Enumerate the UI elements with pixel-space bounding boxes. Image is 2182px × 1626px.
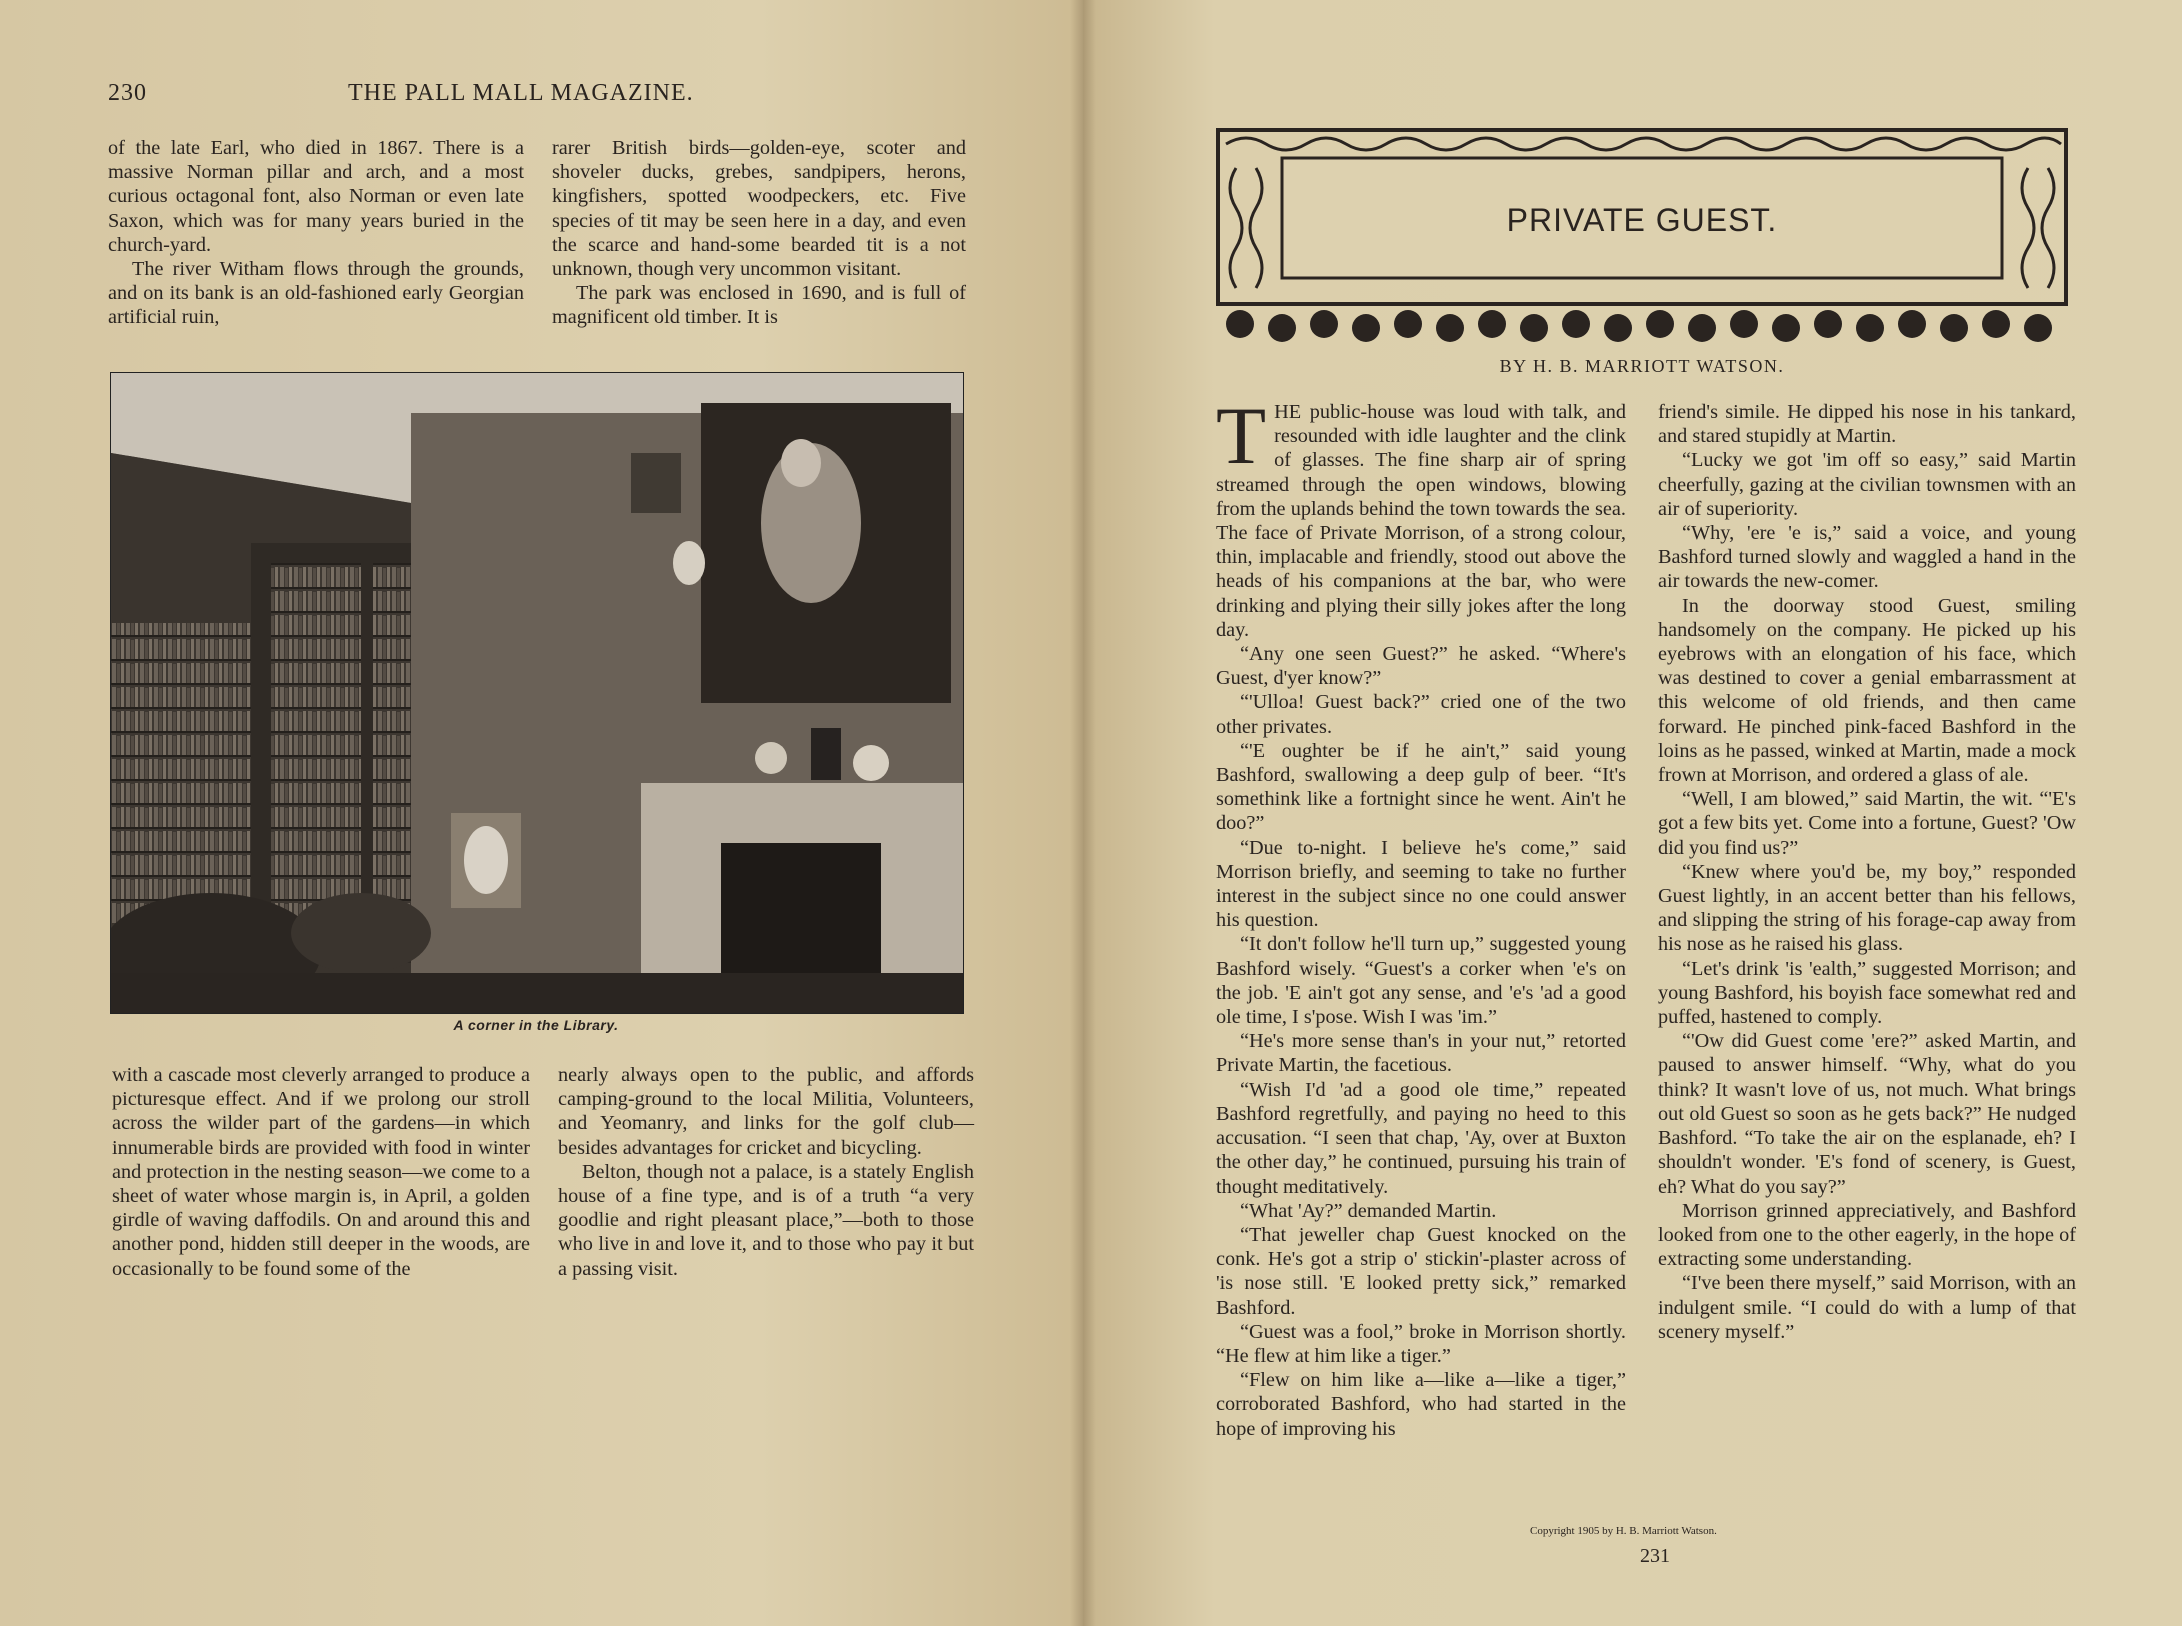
paragraph: “It don't follow he'll turn up,” suggested young Bashford wisely. “Guest's a corker when 'e's on the job. 'E ain't got any sense, and 'e's 'ad a good ole time, I s'pose. Wish I was 'im.” <box>1216 933 1626 1029</box>
copyright-notice: Copyright 1905 by H. B. Marriott Watson. <box>1530 1525 1717 1537</box>
article-title: PRIVATE GUEST. <box>1506 202 1778 238</box>
page-number-left: 230 <box>108 80 147 106</box>
right-column-1 <box>1216 390 1626 1441</box>
paragraph: “Lucky we got 'im off so easy,” said Martin cheerfully, gazing at the civilian townsmen with an air of superiority. <box>1658 449 2076 520</box>
running-head: THE PALL MALL MAGAZINE. <box>348 80 694 106</box>
photo-caption: A corner in the Library. <box>453 1017 619 1033</box>
left-bottom-column-2 <box>558 1063 974 1281</box>
paragraph: “That jeweller chap Guest knocked on the conk. He's got a strip o' stickin'-plaster across of 'is nose still. 'E looked pretty sick,” remarked Bashford. <box>1216 1223 1626 1319</box>
paragraph: friend's simile. He dipped his nose in his tankard, and stared stupidly at Martin. <box>1658 401 2076 448</box>
paragraph: nearly always open to the public, and affords camping-ground to the local Militia, Volunteers, and Yeomanry, and links for the golf club—besides advantages for cricket and bicycling. <box>558 1064 974 1159</box>
page-number-right: 231 <box>1640 1545 1670 1567</box>
right-column-2 <box>1658 400 2076 1344</box>
paragraph: “'Ulloa! Guest back?” cried one of the two other privates. <box>1216 691 1626 738</box>
paragraph: “'E oughter be if he ain't,” said young Bashford, swallowing a deep gulp of beer. “It's somethink like a fortnight since he went. Ain't he doo?” <box>1216 739 1626 835</box>
paragraph: “Due to-night. I believe he's come,” said Morrison briefly, and seeming to take no further interest in the subject since no one could answer his question. <box>1216 836 1626 932</box>
paragraph: with a cascade most cleverly arranged to produce a picturesque effect. And if we prolong our stroll across the wilder part of the gardens—in which innumerable birds are provided with food in winter and protection in the nesting season—we come to a sheet of water whose margin is, in April, a golden girdle of waving daffodils. On and around this and another pond, hidden still deeper in the woods, are occasionally to be found some of the <box>112 1064 530 1280</box>
drop-cap: T <box>1216 390 1267 481</box>
paragraph: The park was enclosed in 1690, and is full of magnificent old timber. It is <box>552 282 966 329</box>
paragraph: “Why, 'ere 'e is,” said a voice, and young Bashford turned slowly and waggled a hand in the air towards the new-comer. <box>1658 522 2076 593</box>
byline: BY H. B. MARRIOTT WATSON. <box>1499 356 1785 376</box>
decorative-title-banner <box>1216 128 2068 358</box>
opening-paragraph <box>1216 390 1626 642</box>
paragraph: “I've been there myself,” said Morrison, with an indulgent smile. “I could do with a lump of that scenery myself.” <box>1658 1272 2076 1343</box>
paragraph: “Wish I'd 'ad a good ole time,” repeated Bashford regretfully, and paying no heed to this accusation. “I seen that chap, 'Ay, over at Buxton the other day,” he continued, pursuing his train of thought meditatively. <box>1216 1078 1626 1198</box>
paragraph: rarer British birds—golden-eye, scoter and shoveler ducks, grebes, sandpipers, herons, kingfishers, spotted woodpeckers, etc. Five species of tit may be seen here in a day, and even the scarce and hand-some bearded tit is a not unknown, though very uncommon visitant. <box>552 137 966 281</box>
paragraph: “Well, I am blowed,” said Martin, the wit. “'E's got a few bits yet. Come into a fortune, Guest? 'Ow did you find us?” <box>1658 788 2076 859</box>
left-bottom-column-1 <box>112 1063 530 1281</box>
gutter <box>1070 0 1096 1626</box>
library-illustration <box>111 373 963 1013</box>
paragraph: “Any one seen Guest?” he asked. “Where's Guest, d'yer know?” <box>1216 643 1626 690</box>
paragraph: In the doorway stood Guest, smiling handsomely on the company. He picked up his eyebrows with an elongation of his face, which was destined to cover a genial embarrassment at this welcome of old friends, and then came forward. He pinched pink-faced Bashford in the loins as he passed, winked at Martin, made a mock frown at Morrison, and ordered a glass of ale. <box>1658 594 2076 787</box>
left-top-column-2 <box>552 136 966 330</box>
paragraph: “Guest was a fool,” broke in Morrison shortly. “He flew at him like a tiger.” <box>1216 1320 1626 1367</box>
left-top-column-1 <box>108 136 524 330</box>
paragraph: Morrison grinned appreciatively, and Bashford looked from one to the other eagerly, in the hope of extracting some understanding. <box>1658 1199 2076 1271</box>
paragraph: “Let's drink 'is 'ealth,” suggested Morrison; and young Bashford, his boyish face somewhat red and puffed, hastened to comply. <box>1658 957 2076 1029</box>
paragraph: “Knew where you'd be, my boy,” responded Guest lightly, in an accent better than his fellows, and slipping the string of his forage-cap away from his nose as he raised his glass. <box>1658 860 2076 956</box>
paragraph: Belton, though not a palace, is a stately English house of a fine type, and is of a truth “a very goodlie and right pleasant place,”—both to those who live in and love it, and to those who pay it but a passing visit. <box>558 1160 974 1280</box>
paragraph: The river Witham flows through the grounds, and on its bank is an old-fashioned early Georgian artificial ruin, <box>108 258 524 329</box>
paragraph: “Flew on him like a—like a—like a tiger,” corroborated Bashford, who had started in the hope of improving his <box>1216 1369 1626 1440</box>
paragraph: “He's more sense than's in your nut,” retorted Private Martin, the facetious. <box>1216 1030 1626 1077</box>
paragraph: “What 'Ay?” demanded Martin. <box>1240 1199 1497 1222</box>
opening-text: HE public-house was loud with talk, and resounded with idle laughter and the clink of glasses. The fine sharp air of spring streamed through the open windows, blowing from the uplands behind the town towards the sea. The face of Private Morrison, of a strong colour, thin, implacable and friendly, stood out above the heads of his companions at the bar, who were drinking and plying their silly jokes after the long day. <box>1216 401 1626 641</box>
left-page <box>0 0 1083 1626</box>
paragraph: of the late Earl, who died in 1867. There is a massive Norman pillar and arch, and a most curious octagonal font, also Norman or even late Saxon, which was for many years buried in the church-yard. <box>108 137 524 256</box>
paragraph: “'Ow did Guest come 'ere?” asked Martin, and paused to answer himself. “Why, what do you think? It wasn't love of us, not much. What brings out old Guest so soon as he gets back?” He nudged Bashford. “To take the air on the esplanade, eh? I shouldn't wonder. 'E's fond of scenery, is Guest, eh? What do you say?” <box>1658 1030 2076 1198</box>
library-photograph <box>110 372 964 1014</box>
